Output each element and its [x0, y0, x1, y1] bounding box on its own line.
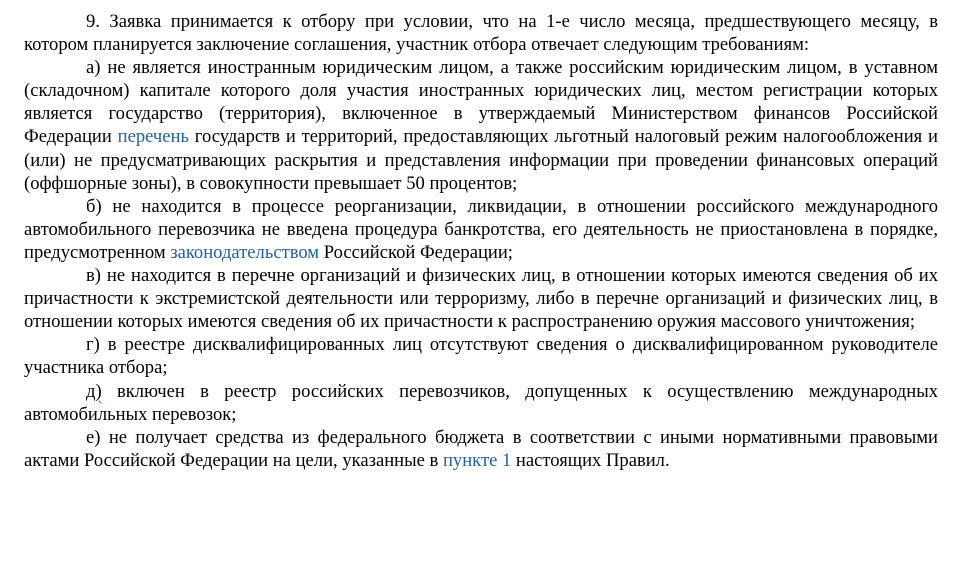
document-body	[24, 10, 938, 472]
link-punkt-1[interactable]: пункте 1	[442, 449, 512, 471]
item-v: в) не находится в перечне организаций и физических лиц, в отношении которых имеются сведения об их причастности к экстремистской деятельности или терроризму, либо в перечне организаций и физических лиц, в отношении которых имеются сведения об их причастности к распространению оружия массового уничтожения;	[24, 265, 938, 333]
item-e	[24, 426, 938, 472]
item-e-text-before: е) не получает средства из федерального бюджета в соответствии с иными нормативными правовыми актами Российской Федерации на цели, указанные в	[24, 426, 938, 471]
clause-9-intro: 9. Заявка принимается к отбору при условии, что на 1-е число месяца, предшествующего месяцу, в котором планируется заключение соглашения, участник отбора отвечает следующим требованиям:	[24, 11, 938, 56]
link-perechen[interactable]: перечень	[117, 126, 189, 148]
link-zakonodatelstvo[interactable]: законодательством	[170, 241, 320, 263]
item-d	[24, 380, 938, 426]
item-d-marker: д)	[86, 380, 102, 402]
item-b	[24, 195, 938, 264]
item-b-text-before: б) не находится в процессе реорганизации, ликвидации, в отношении российского международного автомобильного перевозчика не введена процедура банкротства, его деятельность не приостановлена в порядке, предусмотренном	[24, 195, 938, 263]
item-a	[24, 56, 938, 195]
item-e-text-after: настоящих Правил.	[511, 449, 670, 471]
item-d-text: включен в реестр российских перевозчиков, допущенных к осуществлению международных автомобильных перевозок;	[24, 380, 938, 425]
item-g: г) в реестре дисквалифицированных лиц отсутствуют сведения о дисквалифицированном руководителе участника отбора;	[24, 334, 938, 379]
item-a-text-before: а) не является иностранным юридическим лицом, а также российским юридическим лицом, в уставном (складочном) капитале которого доля участия иностранных юридических лиц, местом регистрации которых является государство (территория), включенное в утверждаемый Министерством финансов Российской Федерации	[24, 57, 938, 148]
item-a-text-after: государств и территорий, предоставляющих льготный налоговый режим налогообложения и (или) не предусматривающих раскрытия и представления информации при проведении финансовых операций (оффшорные зоны), в совокупности превышает 50 процентов;	[24, 126, 938, 194]
item-b-text-after: Российской Федерации;	[319, 241, 513, 263]
